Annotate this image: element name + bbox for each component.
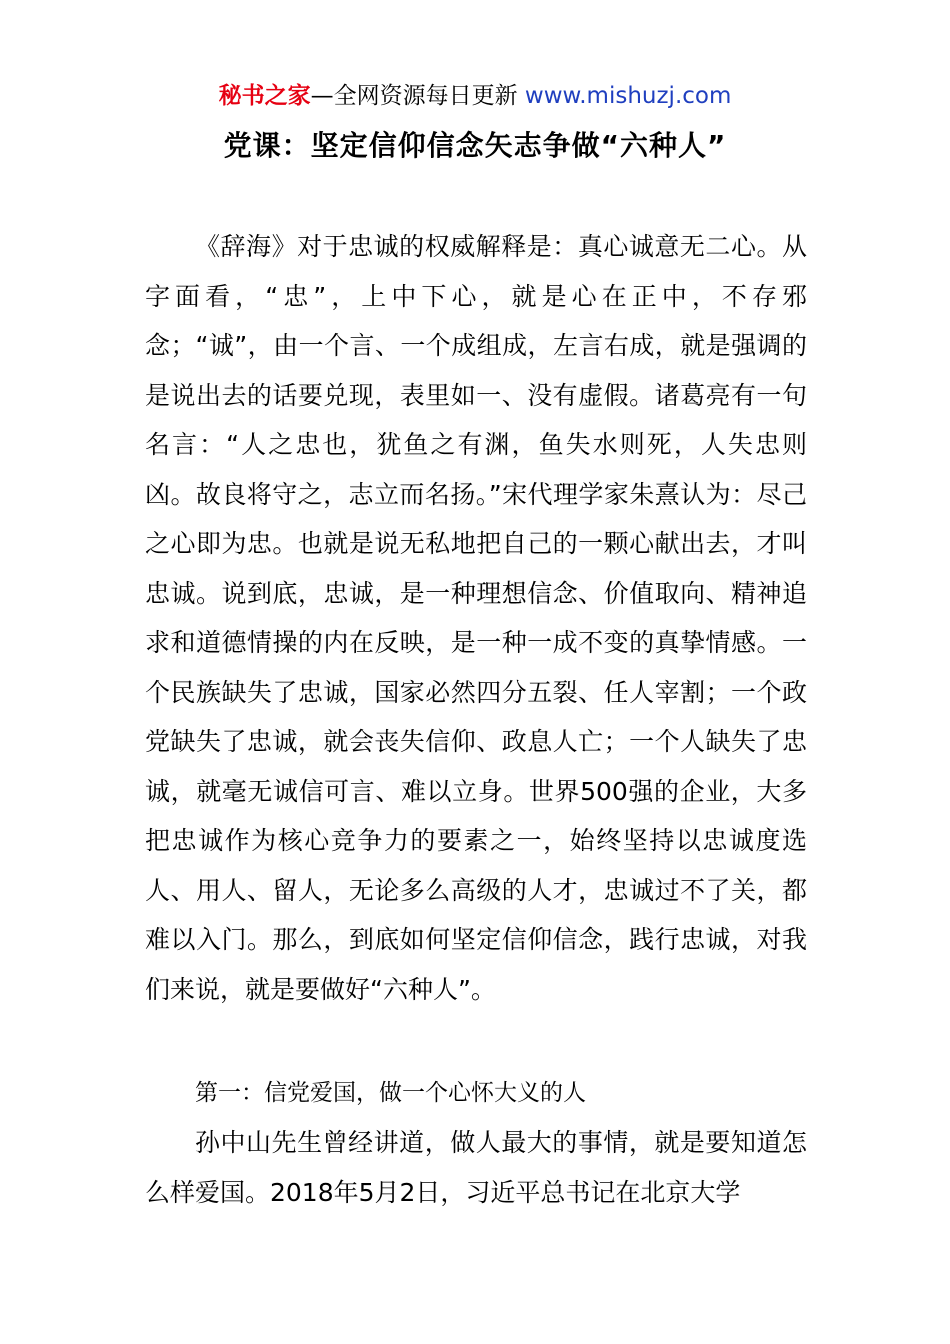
- section-heading-1: 第一：信党爱国，做一个心怀大义的人: [195, 1080, 586, 1106]
- body-paragraph-2: 孙中山先生曾经讲道，做人最大的事情，就是要知道怎么样爱国。2018年5月2日，习近平总书记在北京大学: [145, 1128, 807, 1207]
- site-header: [0, 80, 950, 112]
- document-title: 党课：坚定信仰信念矢志争做“六种人”: [223, 129, 727, 162]
- site-url-link[interactable]: www.mishuzj.com: [524, 83, 732, 109]
- site-name: 秘书之家: [218, 83, 311, 109]
- site-tagline: —全网资源每日更新: [310, 83, 525, 109]
- body-paragraph-1: 《辞海》对于忠诚的权威解释是：真心诚意无二心。从字面看，“忠”，上中下心，就是心在正中，不存邪念；“诚”，由一个言、一个成组成，左言右成，就是强调的是说出去的话要兑现，表里如一、没有虚假。诸葛亮有一句名言：“人之忠也，犹鱼之有渊，鱼失水则死，人失忠则凶。故良将守之，志立而名扬。”宋代理学家朱熹认为：尽己之心即为忠。也就是说无私地把自己的一颗心献出去，才叫忠诚。说到底，忠诚，是一种理想信念、价值取向、精神追求和道德情操的内在反映，是一种一成不变的真挚情感。一个民族缺失了忠诚，国家必然四分五裂、任人宰割；一个政党缺失了忠诚，就会丧失信仰、政息人亡；一个人缺失了忠诚，就毫无诚信可言、难以立身。世界500强的企业，大多把忠诚作为核心竞争力的要素之一，始终坚持以忠诚度选人、用人、留人，无论多么高级的人才，忠诚过不了关，都难以入门。那么，到底如何坚定信仰信念，践行忠诚，对我们来说，就是要做好“六种人”。: [145, 232, 807, 1004]
